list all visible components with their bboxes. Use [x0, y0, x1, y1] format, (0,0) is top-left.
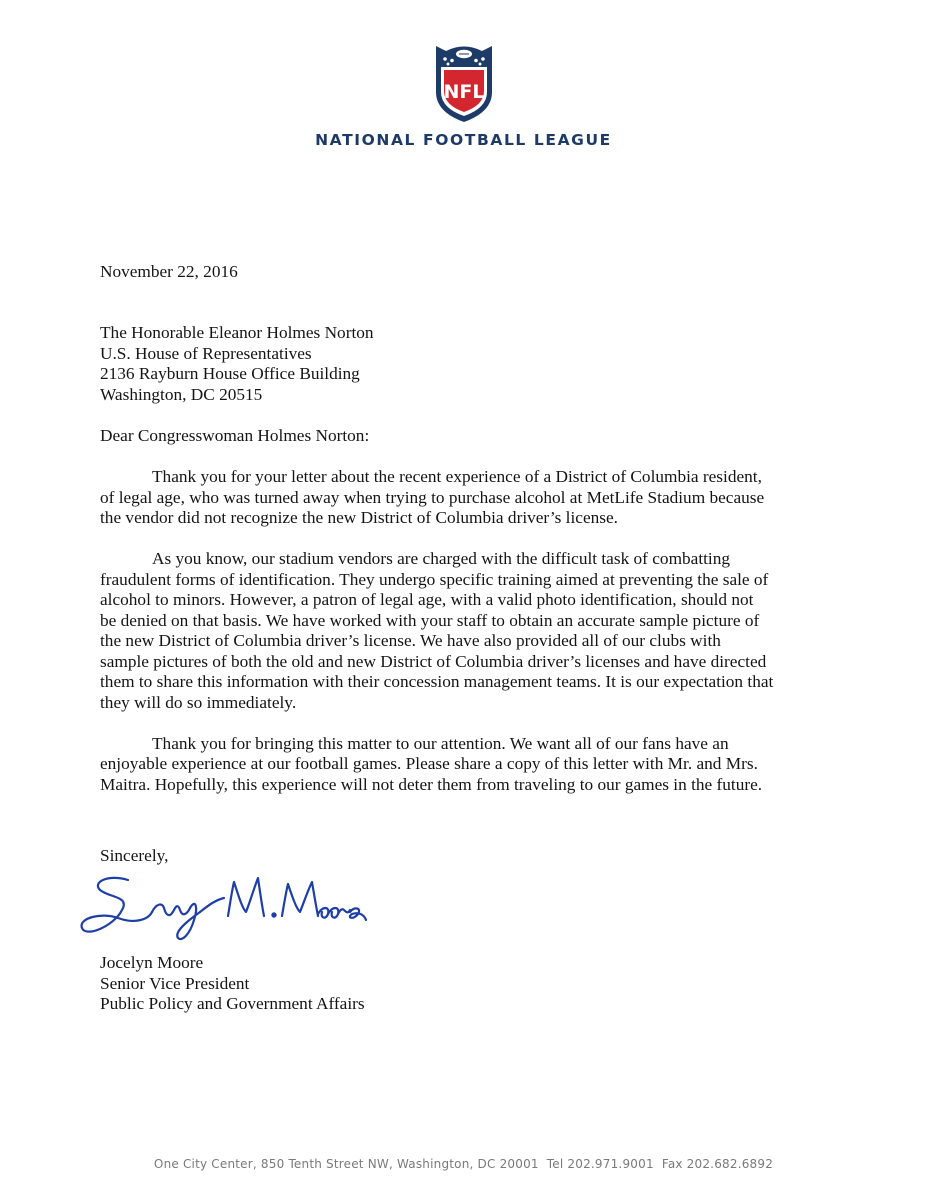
closing: Sincerely,: [100, 846, 169, 865]
body-line: alcohol to minors. However, a patron of legal age, with a valid photo identification, should not: [100, 590, 754, 609]
salutation: Dear Congresswoman Holmes Norton:: [100, 426, 370, 445]
recipient-line: 2136 Rayburn House Office Building: [100, 364, 360, 383]
footer-fax: Fax 202.682.6892: [661, 1157, 774, 1171]
paragraph-gap: [100, 529, 773, 550]
nfl-shield-logo: [431, 40, 497, 124]
body-line: Thank you for your letter about the recent experience of a District of Columbia resident,: [152, 467, 762, 486]
signer-title: Senior Vice President: [100, 973, 250, 993]
body-line: Thank you for bringing this matter to our attention. We want all of our fans have an: [152, 733, 729, 753]
recipient-line: Washington, DC 20515: [100, 384, 263, 404]
body-line: the vendor did not recognize the new District of Columbia driver’s license.: [100, 508, 618, 527]
body-line: they will do so immediately.: [100, 692, 297, 712]
body-line: fraudulent forms of identification. They undergo specific training aimed at preventing the sale of: [100, 569, 769, 589]
letterhead-footer: [0, 1157, 927, 1171]
letterhead: [0, 40, 927, 124]
handwritten-signature: [78, 868, 368, 948]
paragraph-gap: [100, 713, 773, 734]
letter-body: [100, 467, 773, 795]
body-line: them to share this information with their concession management teams. It is our expectation that: [100, 672, 774, 691]
recipient-line: The Honorable Eleanor Holmes Norton: [100, 323, 374, 342]
body-line: enjoyable experience at our football games. Please share a copy of this letter with Mr. and Mrs.: [100, 754, 758, 773]
body-line: the new District of Columbia driver’s license. We have also provided all of our clubs with: [100, 631, 721, 650]
body-line: of legal age, who was turned away when trying to purchase alcohol at MetLife Stadium because: [100, 487, 765, 507]
recipient-address: [100, 323, 374, 405]
body-line: As you know, our stadium vendors are charged with the difficult task of combatting: [152, 549, 731, 568]
signer-block: [100, 953, 365, 1015]
organization-name: NATIONAL FOOTBALL LEAGUE: [315, 131, 612, 149]
nfl-logo-lettering: NFL: [443, 81, 484, 103]
body-line: Maitra. Hopefully, this experience will not deter them from traveling to our games in the future.: [100, 774, 763, 794]
footer-tel: Tel 202.971.9001: [546, 1157, 654, 1171]
body-line: sample pictures of both the old and new District of Columbia driver’s licenses and have directed: [100, 651, 767, 671]
body-line: be denied on that basis. We have worked with your staff to obtain an accurate sample picture of: [100, 610, 760, 630]
letter-date: November 22, 2016: [100, 262, 238, 281]
footer-address: One City Center, 850 Tenth Street NW, Washington, DC 20001: [153, 1157, 539, 1171]
recipient-line: U.S. House of Representatives: [100, 343, 312, 363]
signer-name: Jocelyn Moore: [100, 953, 204, 972]
signer-department: Public Policy and Government Affairs: [100, 994, 365, 1013]
